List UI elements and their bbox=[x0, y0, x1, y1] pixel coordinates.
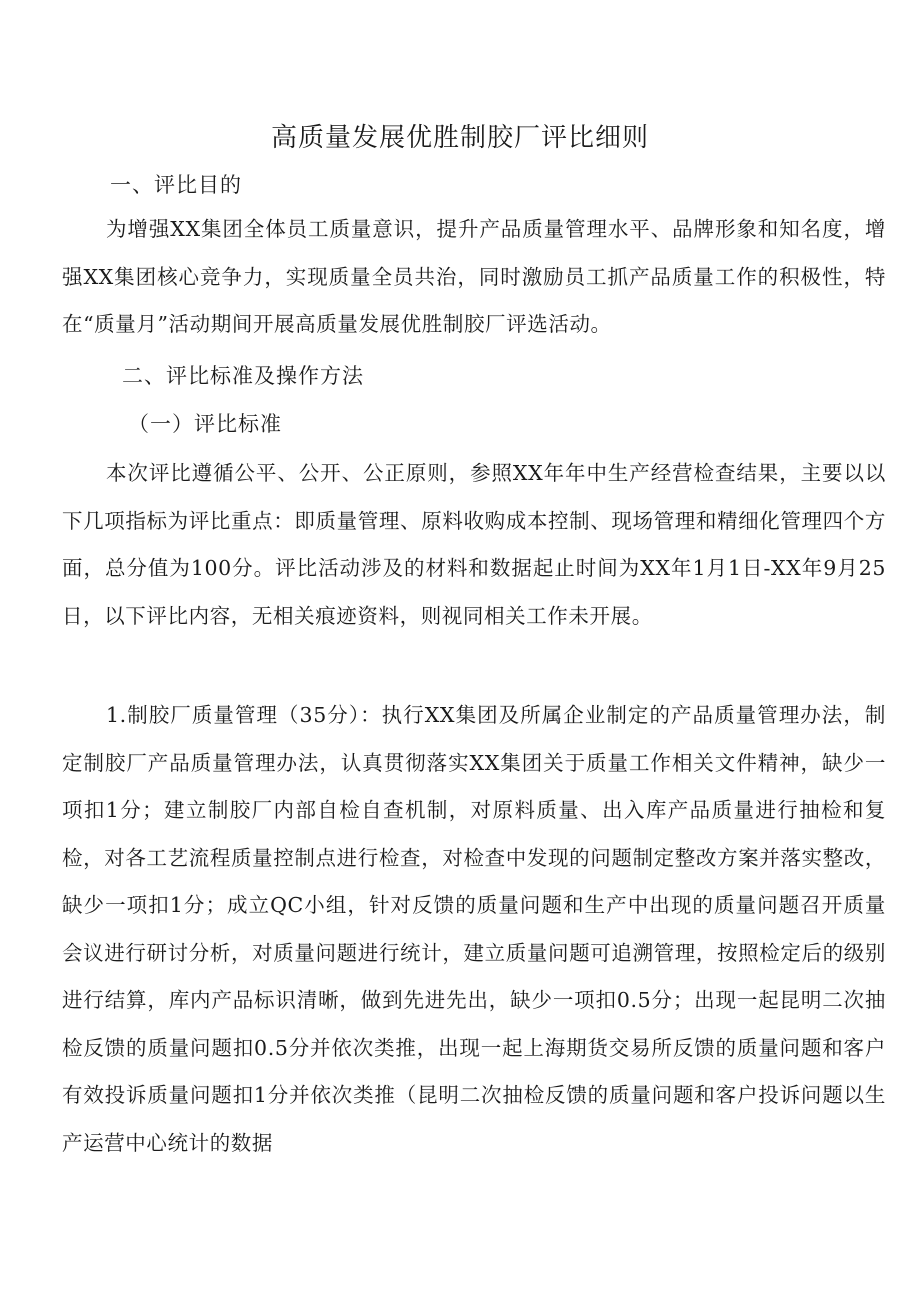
section-heading-standards: 二、评比标准及操作方法 bbox=[122, 364, 364, 388]
criteria-paragraph: 本次评比遵循公平、公开、公正原则，参照XX年年中生产经营检查结果，主要以以下几项指标为评比重点：即质量管理、原料收购成本控制、现场管理和精细化管理四个方面，总分值为100分。评比活动涉及的材料和数据起止时间为XX年1月1日-XX年9月25日，以下评比内容，无相关痕迹资料，则视同相关工作未开展。 bbox=[62, 461, 886, 628]
document-title: 高质量发展优胜制胶厂评比细则 bbox=[270, 123, 649, 153]
quality-management-paragraph: 1.制胶厂质量管理（35分）：执行XX集团及所属企业制定的产品质量管理办法，制定制胶厂产品质量管理办法，认真贯彻落实XX集团关于质量工作相关文件精神，缺少一项扣1分；建立制胶厂内部自检自查机制，对原料质量、出入库产品质量进行抽检和复检，对各工艺流程质量控制点进行检查，对检查中发现的问题制定整改方案并落实整改，缺少一项扣1分；成立QC小组，针对反馈的质量问题和生产中出现的质量问题召开质量会议进行研讨分析，对质量问题进行统计，建立质量问题可追溯管理，按照检定后的级别进行结算，库内产品标识清晰，做到先进先出，缺少一项扣0.5分；出现一起昆明二次抽检反馈的质量问题扣0.5分并依次类推，出现一起上海期货交易所反馈的质量问题和客户有效投诉质量问题扣1分并依次类推（昆明二次抽检反馈的质量问题和客户投诉问题以生产运营中心统计的数据 bbox=[62, 703, 886, 1155]
subsection-heading-criteria: （一）评比标准 bbox=[128, 412, 282, 436]
section-heading-purpose: 一、评比目的 bbox=[110, 173, 242, 197]
purpose-paragraph: 为增强XX集团全体员工质量意识，提升产品质量管理水平、品牌形象和知名度，增强XX集团核心竞争力，实现质量全员共治，同时激励员工抓产品质量工作的积极性，特在“质量月”活动期间开展高质量发展优胜制胶厂评选活动。 bbox=[62, 217, 886, 336]
